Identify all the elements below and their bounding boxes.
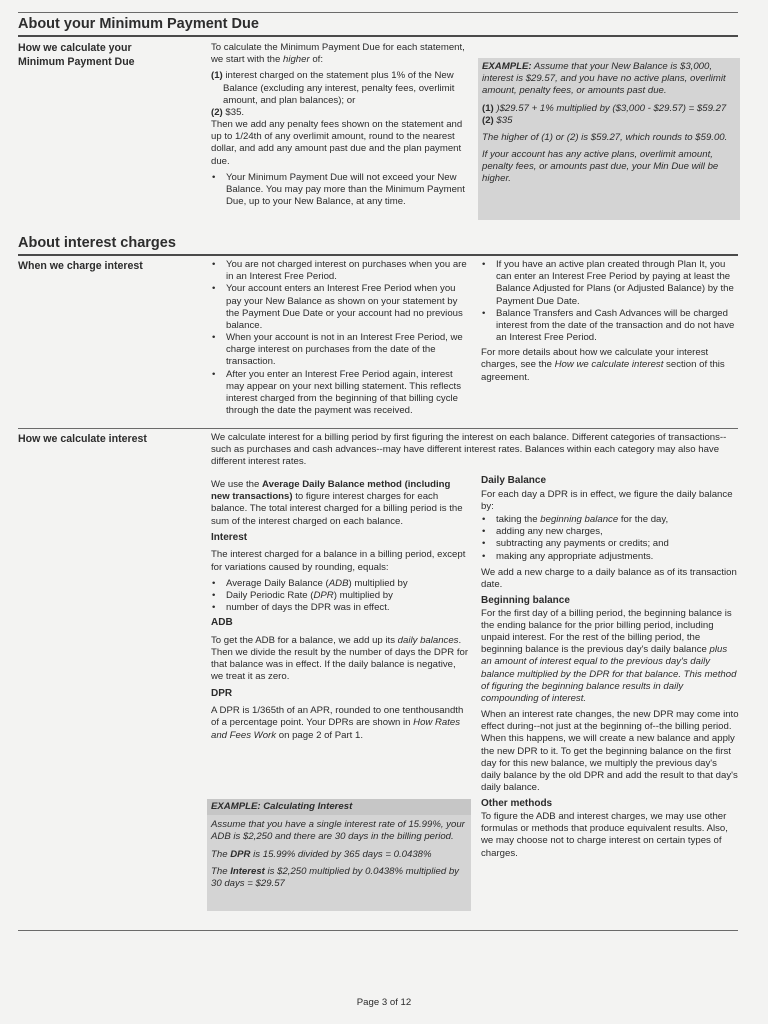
bullet-item: • When your account is not in an Interest Free Period, we charge interest on purchases from the date of the transaction.	[211, 332, 469, 369]
beginning-text: For the first day of a billing period, the beginning balance is the ending balance for the prior billing period, including unpaid interest. For the rest of the billing period, the beginning balance is the previous day's daily balance	[481, 607, 732, 656]
bullet-item	[211, 590, 469, 602]
example-text-end: is $2,250 multiplied by 0.0438% multiplied by 30 days = $29.57	[211, 865, 459, 889]
label-minimum-payment-calc: How we calculate your Minimum Payment Due	[18, 42, 135, 68]
example-term: Interest	[230, 865, 265, 877]
example-line: )$29.57 + 1% multiplied by ($3,000 - $29.57) = $59.27	[493, 102, 727, 114]
heading-adb: ADB	[211, 617, 233, 629]
bullet-item	[481, 514, 739, 526]
adb-term: daily balances	[397, 634, 459, 646]
dpr-text: A DPR is 1/365th of an APR, rounded to one tenthousandth of a percentage point. Your DPRs are shown in	[211, 705, 464, 729]
daily-text: For each day a DPR is in effect, we figure the daily balance by:	[481, 488, 733, 512]
dpr-text-end: on page 2 of Part 1.	[276, 729, 364, 741]
bullet-text: Average Daily Balance (	[226, 577, 329, 589]
then-text: Then we add any penalty fees shown on the statement and up to 1/24th of any overlimit amount, round to the nearest dollar, and add any amount past due and the plan payment due.	[211, 119, 463, 167]
intro-higher: higher	[282, 54, 310, 66]
heading-daily-balance: Daily Balance	[481, 475, 547, 486]
bullet-item: • Balance Transfers and Cash Advances will be charged interest from the date of the transaction and do not have an Interest Free Period.	[481, 308, 739, 345]
example-text: The	[211, 848, 231, 860]
example-number: (1)	[482, 102, 494, 114]
bullet-text-end: for the day,	[618, 514, 669, 526]
bullet-item: • adding any new charges,	[481, 526, 739, 538]
more-text-end: section of this agreement.	[481, 359, 725, 383]
bullet-text-end: ) multiplied by	[348, 577, 408, 589]
bullet-text: Daily Periodic Rate (	[226, 589, 314, 601]
example-line: $35	[493, 114, 513, 126]
other-methods-text: To figure the ADB and interest charges, we may use other formulas or methods that produce equivalent results. Also, we may choose not to charge interest on certain types of charges.	[481, 811, 728, 859]
rate-change-text: When an interest rate changes, the new DPR may come into effect during--not just at the beginning of--the billing period. When this happens, we will create a new balance and apply the new DPR to it. To get the beginning balance on the first day for this new balance, we multiply the previous day's daily balance by the old DPR and add the result to that day's daily balance.	[481, 709, 739, 794]
adb-text: To get the ADB for a balance, we add up its	[211, 634, 398, 646]
bullet-item: • making any appropriate adjustments.	[481, 551, 739, 563]
example-plans: If your account has any active plans, overlimit amount, penalty fees, or amounts past due, your Min Due will be higher.	[482, 149, 719, 185]
item-text: $35.	[222, 106, 245, 118]
example-term: DPR	[230, 848, 251, 860]
example-text: The	[211, 865, 231, 877]
when-left-column	[211, 259, 469, 417]
example-box-minimum-payment	[478, 58, 740, 220]
example-text-end: is 15.99% divided by 365 days = 0.0438%	[250, 848, 432, 860]
example-box-calculating-interest	[207, 799, 471, 911]
page-number: Page 3 of 12	[356, 997, 412, 1008]
bullet-term: DPR	[313, 589, 334, 601]
more-text: For more details about how we calculate your interest charges, see the	[481, 347, 709, 371]
section-title-minimum-payment: About your Minimum Payment Due	[18, 16, 259, 32]
intro-text-end: of:	[309, 54, 323, 66]
bullet-item: • Your account enters an Interest Free Period when you pay your New Balance as shown on your statement by the Payment Due Date or your account had no previous balance.	[211, 283, 469, 332]
bullet-term: ADB	[328, 577, 349, 589]
heading-beginning-balance: Beginning balance	[481, 595, 570, 607]
item-number: (2)	[211, 106, 223, 118]
example-assume: Assume that you have a single interest rate of 15.99%, your ADB is $2,250 and there are 30 days in the billing period.	[211, 819, 465, 843]
example-heading: EXAMPLE: Calculating Interest	[207, 799, 471, 815]
item-number: (1)	[211, 70, 223, 82]
bullet-text-end: ) multiplied by	[333, 589, 393, 601]
intro-text: To calculate the Minimum Payment Due for each statement, we start with the	[211, 42, 465, 66]
section-reference: How we calculate interest	[554, 359, 664, 371]
example-label: EXAMPLE:	[482, 61, 532, 72]
bullet-term: beginning balance	[540, 514, 619, 526]
heading-interest: Interest	[211, 531, 248, 543]
bullet-item: • After you enter an Interest Free Period again, interest may appear on your next billing statement. This reflects interest charged from the beginning of that billing cycle through the date the payment was received.	[211, 369, 469, 418]
bullet-text: taking the	[496, 514, 541, 526]
interest-text: The interest charged for a balance in a billing period, except for variations caused by rounding, equals:	[211, 549, 466, 573]
bullet-item	[211, 578, 469, 590]
top-rule	[18, 12, 738, 13]
calc-right-column	[481, 475, 739, 864]
section-rule	[18, 35, 738, 37]
section-title-interest-charges: About interest charges	[18, 235, 176, 251]
example-intro: Assume that your New Balance is $3,000, interest is $29.57, and you have no active plans, overlimit amount, penalty fees, or amounts past due.	[482, 61, 726, 97]
beginning-text-italic: plus an amount of interest equal to the previous day's daily balance multiplied by the DPR for that balance. This method of figuring the beginning balance results in daily compounding of interest.	[481, 644, 737, 704]
adb-method-text: We use the	[211, 479, 263, 490]
example-higher: The higher of (1) or (2) is $59.27, which rounds to $59.00.	[482, 131, 728, 143]
adb-method-text-end: to figure interest charges for each balance. The total interest charged for a billing period is the sum of the interest charged on each balance.	[211, 491, 463, 527]
calc-left-column	[211, 479, 469, 746]
adb-text-end: . Then we divide the result by the number of days the DPR for that balance was in effect. If the daily balance is negative, we treat it as zero.	[211, 634, 469, 683]
bullet-item: • If you have an active plan created through Plan It, you can enter an Interest Free Period by paying at least the Balance Adjusted for Plans (or Adjusted Balance) by the Payment Due Date.	[481, 259, 739, 308]
item-text: interest charged on the statement plus 1% of the New Balance (excluding any interest, penalty fees, overlimit amount, and plan balances); or	[222, 70, 455, 106]
heading-dpr: DPR	[211, 687, 233, 699]
dpr-reference: How Rates and Fees Work	[211, 717, 461, 741]
bullet-item: • Your Minimum Payment Due will not exceed your New Balance. You may pay more than the Minimum Payment Due, up to your New Balance, at any time.	[211, 172, 473, 209]
row-rule	[18, 428, 738, 429]
daily-new-charge-text: We add a new charge to a daily balance as of its transaction date.	[481, 566, 737, 590]
bullet-item: • number of days the DPR was in effect.	[211, 602, 469, 614]
label-how-we-calculate-interest: How we calculate interest	[18, 433, 147, 445]
label-when-we-charge-interest: When we charge interest	[18, 260, 143, 272]
when-right-column	[481, 259, 739, 388]
bottom-rule	[18, 930, 738, 931]
heading-other-methods: Other methods	[481, 798, 553, 810]
adb-method-name: Average Daily Balance method (including new transactions)	[211, 479, 451, 503]
bullet-item: • You are not charged interest on purchases when you are in an Interest Free Period.	[211, 259, 469, 283]
example-number: (2)	[482, 114, 494, 126]
calc-intro: We calculate interest for a billing period by first figuring the interest on each balance. Different categories of transactions--such as purchases and cash advances--may have different interest rates. Balances within each category may also have different interest rates.	[211, 432, 727, 468]
minimum-payment-text	[211, 42, 473, 208]
bullet-item: • subtracting any payments or credits; and	[481, 538, 739, 550]
section-rule	[18, 254, 738, 256]
